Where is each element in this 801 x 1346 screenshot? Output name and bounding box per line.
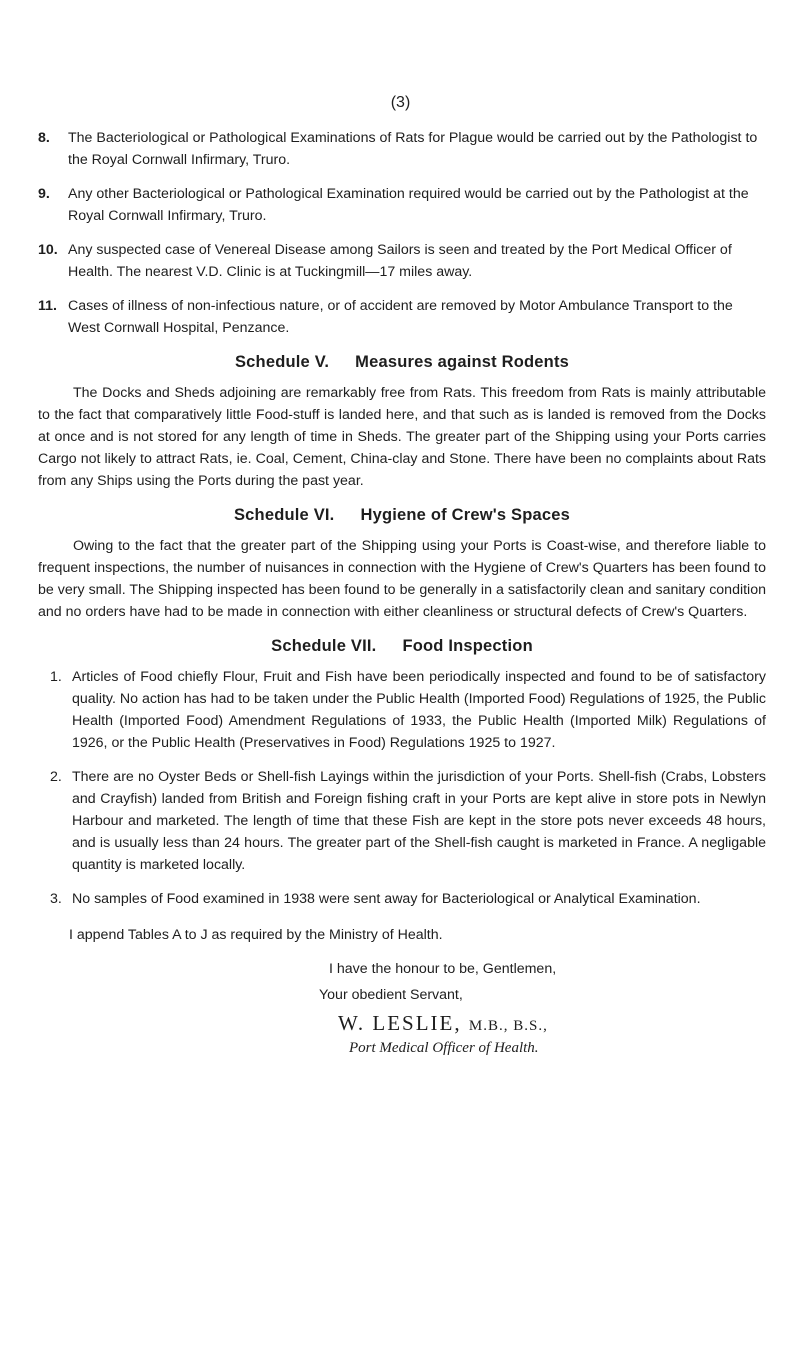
item-text: Articles of Food chiefly Flour, Fruit and Fish have been periodically inspected and found to be of satisfactory quality. No action has had to be taken under the Public Health (Imported Food) Regulations of 1925, the Public Health (Imported Food) Amendment Regulations of 1933, the Public Health (Imported Milk) Regulations of 1926, or the Public Health (Preservatives in Food) Regulations 1925 to 1927.: [72, 669, 766, 751]
item-text: No samples of Food examined in 1938 were sent away for Bacteriological or Analytical Examination.: [72, 891, 701, 907]
signature-line: [338, 1010, 766, 1039]
list-item: [38, 295, 766, 339]
list-item: [50, 766, 766, 876]
list-item: [38, 239, 766, 283]
list-item: [38, 183, 766, 227]
schedule-v-paragraph: The Docks and Sheds adjoining are remarkably free from Rats. This freedom from Rats is mainly attributable to the fact that comparatively little Food-stuff is landed here, and that such as is landed is removed from the Docks at once and is not stored for any length of time in Sheds. The greater part of the Shipping using your Ports carries Cargo not likely to attract Rats, ie. Coal, Cement, China-clay and Stone. There have been no complaints about Rats from any Ships using the Ports during the past year.: [38, 385, 766, 489]
signatory-qualifications: M.B., B.S.,: [468, 1018, 548, 1034]
numbered-items-top: [38, 127, 766, 339]
schedule-vi-paragraph: Owing to the fact that the greater part of the Shipping using your Ports is Coast-wise, and therefore liable to frequent inspections, the number of nuisances in connection with the Hygiene of Crew's Quarters has been found to be very small. The Shipping inspected has been found to be generally in a satisfactorily clean and sanitary condition and no orders have had to be made in connection with either cleanliness or structural defects of Crew's Quarters.: [38, 538, 766, 620]
food-inspection-list: [38, 666, 766, 910]
list-item: [50, 666, 766, 754]
item-number: 10.: [38, 242, 58, 258]
item-number: 8.: [38, 130, 50, 146]
list-item: [50, 888, 766, 910]
schedule-title: Measures against Rodents: [355, 353, 570, 371]
item-number: 9.: [38, 186, 50, 202]
schedule-title: Hygiene of Crew's Spaces: [360, 506, 571, 524]
item-text: Cases of illness of non-infectious nature, or of accident are removed by Motor Ambulance Transport to the West Cornwall Hospital, Penzance.: [68, 298, 733, 336]
schedule-vi-heading: [38, 504, 766, 526]
item-text: Any suspected case of Venereal Disease among Sailors is seen and treated by the Port Medical Officer of Health. The nearest V.D. Clinic is at Tuckingmill—17 miles away.: [68, 242, 732, 280]
schedule-label: Schedule VI.: [233, 506, 335, 524]
item-text: The Bacteriological or Pathological Examinations of Rats for Plague would be carried out by the Pathologist to the Royal Cornwall Infirmary, Truro.: [68, 130, 758, 168]
signatory-name: W. LESLIE,: [338, 1011, 462, 1035]
document-body: [38, 127, 766, 1057]
item-text: There are no Oyster Beds or Shell-fish Layings within the jurisdiction of your Ports. Shell-fish (Crabs, Lobsters and Crayfish) landed from British and Foreign fishing craft in your Ports are kept alive in store pots in Newlyn Harbour and marketed. The length of time that these Fish are kept in the store pots never exceeds 48 hours, and is usually less than 24 hours. The greater part of the Shell-fish caught is marketed in France. A negligable quantity is marketed locally.: [72, 769, 766, 873]
letter-closing: [319, 956, 766, 1057]
schedule-vii-heading: [38, 635, 766, 657]
item-number: 11.: [38, 298, 57, 314]
item-number: 3.: [50, 891, 62, 907]
schedule-label: Schedule VII.: [271, 637, 377, 655]
item-number: 1.: [50, 669, 62, 685]
item-text: Any other Bacteriological or Pathological Examination required would be carried out by the Pathologist at the Royal Cornwall Infirmary, Truro.: [68, 186, 749, 224]
append-tables-note: I append Tables A to J as required by the Ministry of Health.: [69, 927, 443, 943]
list-item: [38, 127, 766, 171]
closing-honour: I have the honour to be, Gentlemen,: [329, 961, 557, 977]
schedule-v-heading: [38, 351, 766, 373]
signatory-title: Port Medical Officer of Health.: [349, 1040, 539, 1056]
schedule-title: Food Inspection: [402, 637, 533, 655]
schedule-label: Schedule V.: [234, 353, 330, 371]
item-number: 2.: [50, 769, 62, 785]
closing-servant: Your obedient Servant,: [319, 987, 463, 1003]
page-number: (3): [390, 94, 411, 111]
